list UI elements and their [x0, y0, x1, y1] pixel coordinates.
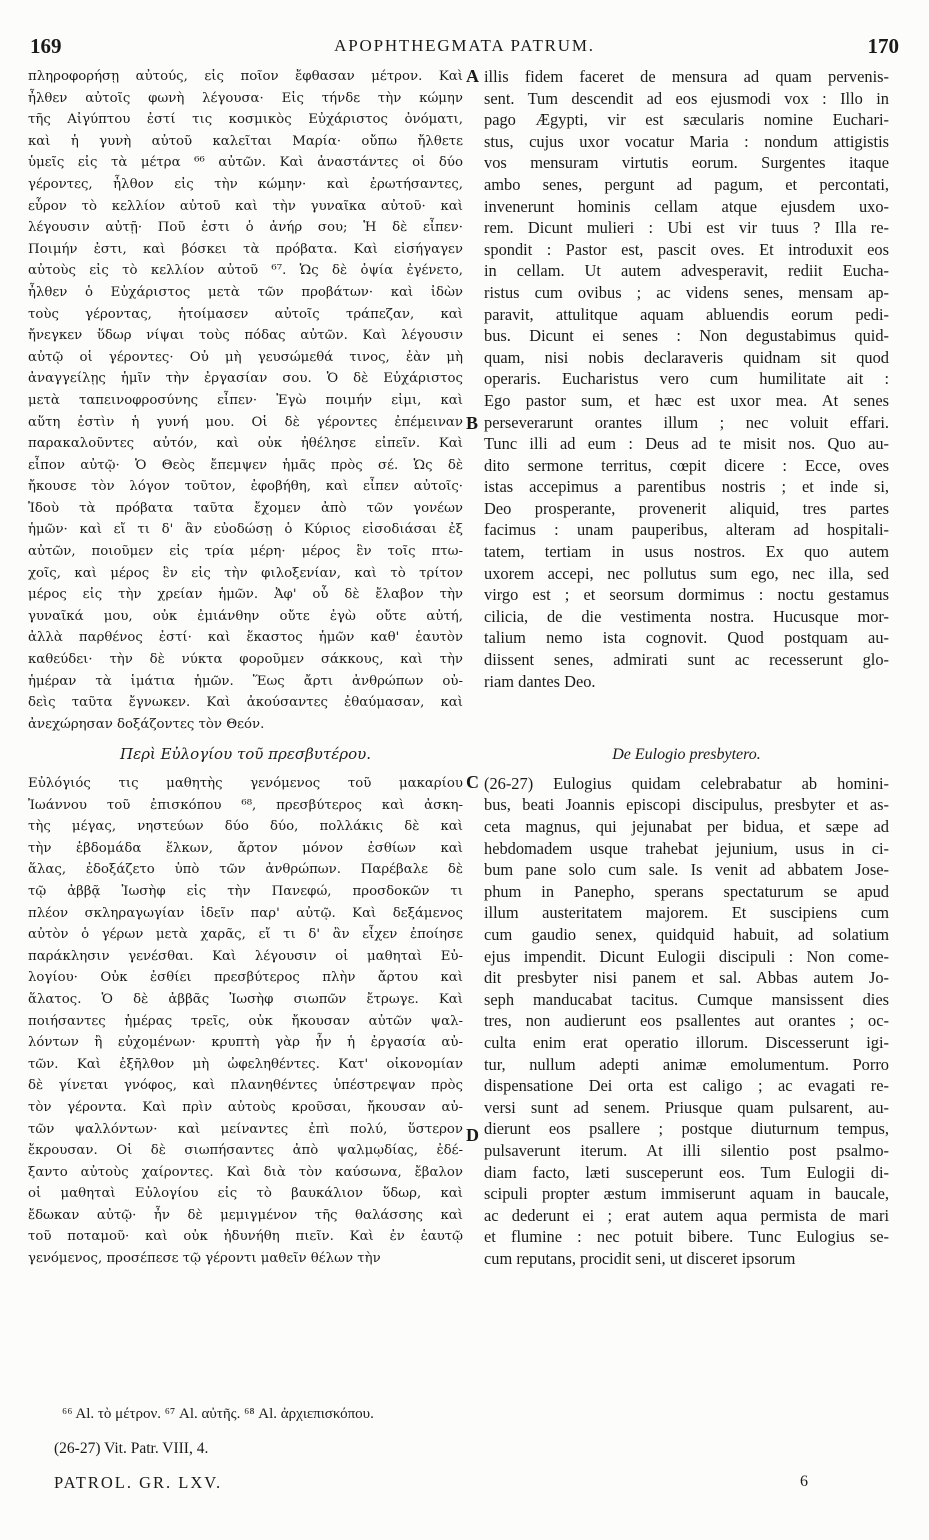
text-line: invenerunt hominis cellam atque ejusdem uxo-	[484, 196, 889, 216]
text-line: cum reputans, procidit seni, ut disceret ipsorum	[484, 1248, 796, 1268]
text-line: ἦλθεν αὐτοῖς φωνὴ λέγουσα· Εἰς τήνδε τὴν κώμην	[28, 90, 463, 106]
text-line: tatem, tertiam in usus nostros. Ex quo autem	[484, 542, 889, 562]
text-line: χοῖς, καὶ μέρος ἓν εἰς τὴν φιλοξενίαν, καὶ τὸ τρίτον	[28, 565, 463, 581]
margin-marker-a: A	[466, 66, 479, 86]
text-line: illum austeritatem majorem. Et suscipiens cum	[484, 903, 889, 923]
text-line: ambo senes, pergunt ad pagum, et percontati,	[484, 174, 889, 194]
section-heading: De Eulogio presbytero.	[612, 746, 761, 764]
text-line: Ego pastor sum, et hæc est uxor mea. At senes	[484, 390, 889, 410]
text-line: tur, nullum adepti animæ emolumentum. Porro	[484, 1054, 889, 1074]
text-line: bus. Dicunt ei senes : Non degustabimus quid-	[484, 326, 889, 346]
text-line: τῷ ἀββᾷ Ἰωσὴφ εἰς τὴν Πανεφώ, προσδοκῶν τι	[28, 883, 463, 899]
text-line: talium nemo ista cognovit. Quod postquam au-	[484, 628, 889, 648]
text-line: istas accepimus a parentibus nostris ; et inde si,	[484, 477, 889, 497]
text-line: dit presbyter nisi panem et sal. Abbas autem Jo-	[484, 968, 889, 988]
text-line: uxorem accepi, nec pollutus sum ego, nec illa, sed	[484, 563, 889, 583]
patrologia-volume: PATROL. GR. LXV.	[54, 1473, 223, 1492]
text-line: ἀνεχώρησαν δοξάζοντες τὸν Θεόν.	[28, 716, 265, 732]
text-line: πλέον σκληραγωγίαν ἰδεῖν παρ' αὐτῷ. Καὶ δεξάμενος	[28, 905, 463, 921]
text-line: τοῦ ποταμοῦ· καὶ οὐκ ἠδυνήθη πιεῖν. Καὶ ἐν ἑαυτῷ	[28, 1229, 463, 1245]
text-line: et flumine : nec potuit bibere. Tunc Eulogius se-	[484, 1227, 889, 1247]
text-line: τῶν ψαλλόντων· καὶ μείναντες ἐπὶ πολύ, ὕστερον	[28, 1121, 463, 1137]
text-line: λέγουσιν αὐτῇ· Ποῦ ἐστι ὁ ἀνήρ σου; Ἡ δὲ εἶπεν·	[28, 220, 463, 236]
printer-signature: 6	[800, 1473, 808, 1490]
text-line: καὶ ἡ γυνὴ αὐτοῦ καλεῖται Μαρία· οὔπω ἤλθετε	[28, 133, 463, 149]
text-line: ξαντο αὐτοὺς χαίροντες. Καὶ διὰ τὸν καύσωνα, ἔβαλον	[28, 1164, 463, 1180]
text-line: ἡμῶν· καὶ εἴ τι δ' ἂν εὐοδώσῃ ὁ Κύριος εἰσοδιάσαι ἐξ	[28, 522, 463, 538]
text-line: εὗρον τὸ κελλίον αὐτοῦ καὶ τὴν γυναῖκα αὐτοῦ· καὶ	[28, 198, 463, 214]
page-header	[30, 34, 899, 60]
text-line: cilicia, de die vestimenta nostra. Hucusque mor-	[484, 606, 889, 626]
text-line: τὸν γέροντα. Καὶ πρὶν αὐτοὺς κροῦσαι, ἤκουσαν αὐ-	[28, 1099, 463, 1115]
text-line: cum gaudio senex, quidquid habuit, ad solatium	[484, 924, 889, 944]
text-line: Deo prosperante, provenerit aliquid, tres partes	[484, 498, 889, 518]
text-line: Εὐλόγιός τις μαθητὴς γενόμενος τοῦ μακαρίου	[28, 776, 463, 791]
text-line: facimus : unam pauperibus, alteram ad hospitali-	[484, 520, 889, 540]
text-line: τῶν. Καὶ ἐξῆλθον μὴ ὠφεληθέντες. Κατ' οἰκονομίαν	[28, 1056, 463, 1072]
text-line: γέροντες, ἦλθον εἰς τὴν κώμην· καὶ ἐρωτήσαντες,	[28, 176, 463, 192]
text-line: Tunc illi ad eum : Deus ad te misit nos. Quo au-	[484, 434, 889, 454]
text-line: ἡμέραν τὰ ἱμάτια ἡμῶν. Ἕως ἄρτι ἀνθρώπων οὐ-	[28, 673, 463, 689]
text-line: dito sermone territus, cœpit dicere : Ecce, oves	[484, 455, 889, 475]
text-line: εἶπον αὐτῷ· Ὁ Θεὸς ἔπεμψεν ἡμᾶς πρὸς σέ. Ὡς δὲ	[28, 457, 463, 473]
greek-column	[28, 66, 463, 1270]
text-line: versi sunt ad senem. Priusque quam pulsarent, au-	[484, 1097, 889, 1117]
text-line: bus, beati Joannis episcopi discipulus, presbyter et as-	[484, 795, 889, 815]
text-line: ceta magnus, qui jejunabat per bidua, et sæpe ad	[484, 817, 889, 836]
text-line: perseverarunt orantes illum ; nec voluit effari.	[484, 412, 889, 432]
column-gap	[484, 692, 889, 735]
text-line: τὴς μέγας, νηστεύων δύο δύο, πολλάκις δὲ καὶ	[28, 819, 463, 835]
text-line: αὐτῶν, ποιοῦμεν εἰς τρία μέρη· μέρος ἓν τοῖς πτω-	[28, 544, 463, 560]
source-note: (26-27) Vit. Patr. VIII, 4.	[54, 1440, 209, 1457]
text-line: ἤνεγκεν ὕδωρ νίψαι τοὺς πόδας αὐτῶν. Καὶ λέγουσιν	[28, 328, 463, 344]
text-line: in cellam. Ut autem advesperavit, rediit Eucha-	[484, 261, 889, 281]
text-line: dispensatione Dei orta est caligo ; ac evagati re-	[484, 1076, 889, 1096]
text-line: virgo est ; et seorsum dormimus : noctu gestamus	[484, 585, 889, 605]
text-line: diissent senes, admirati sunt ac recesserunt glo-	[484, 650, 889, 670]
page-number-right: 170	[867, 34, 899, 58]
text-line: γυναῖκά μου, οὐκ ἐμιάνθην οὔτε ἐγὼ οὔτε αὐτή,	[28, 608, 463, 624]
text-line: pago Ægypti, vir est sæcularis nomine Euchari-	[484, 110, 889, 130]
margin-marker-d: D	[466, 1125, 479, 1145]
text-line: τοὺς γέροντας, ἡτοίμασεν αὐτοῖς τράπεζαν, καὶ	[28, 306, 463, 322]
text-line: scipuli propter æstum immiserunt aquam in baucale,	[484, 1184, 889, 1204]
text-line: αὕτη ἐστὶν ἡ γυνή μου. Οἱ δὲ γέροντες ἐπέμειναν	[28, 414, 463, 430]
text-line: riam dantes Deo.	[484, 671, 596, 691]
text-line: stus, cujus uxor vocatur Maria : nondum attigistis	[484, 131, 889, 151]
page-number-left: 169	[30, 34, 62, 58]
text-line: ὑμεῖς εἰς τὰ μέτρα ⁶⁶ αὐτῶν. Καὶ ἀναστάντες οἱ δύο	[28, 155, 463, 171]
text-line: καθεύδει· τὴν δὲ νύκτα φοροῦμεν σάκκους, καὶ τὴν	[28, 652, 463, 668]
text-line: tres, non audierunt eos psallentes aut orantes ; oc-	[484, 1011, 889, 1031]
text-line: diam facto, læti susceperunt eos. Tum Eulogii di-	[484, 1162, 889, 1182]
text-line: spondit : Pastor est, pascit oves. Et introduxit eos	[484, 239, 889, 259]
text-line: Ἰδοὺ τὰ πρόβατα ταῦτα ἔχομεν ἀπὸ τῶν γονέων	[28, 500, 463, 516]
text-line: ἦλθεν ὁ Εὐχάριστος μετὰ τῶν προβάτων· καὶ ἰδὼν	[28, 284, 463, 300]
text-line: δεὶς ταῦτα ἔγνωκεν. Καὶ ἀκούσαντες ἐθαύμασαν, καὶ	[28, 695, 463, 711]
text-line: ἔδωκαν αὐτῷ· ἦν δὲ μεμιγμένον τῆς θαλάσσης καὶ	[28, 1207, 463, 1223]
section-heading: Περὶ Εὐλογίου τοῦ πρεσβυτέρου.	[119, 745, 372, 764]
text-line: ἤκουσε τὸν λόγον τοῦτον, ἐφοβήθη, καὶ εἶπεν αὐτοῖς·	[28, 479, 463, 495]
text-line: δὲ γίνεται γνόφος, καὶ πλανηθέντες ὑπέστρεψαν πρὸς	[28, 1078, 463, 1094]
text-line: hebdomadem usque trahebat jejunium, usus in ci-	[484, 838, 889, 858]
text-line: παράκλησιν γενέσθαι. Καὶ λέγουσιν οἱ μαθηταὶ Εὐ-	[28, 948, 463, 964]
footnotes: ⁶⁶ Al. τὸ μέτρον. ⁶⁷ Al. αὐτῆς. ⁶⁸ Al. ἀρχιεπισκόπου.	[62, 1406, 374, 1422]
text-line: ἀλλὰ παρθένος ἐστί· καὶ ἕκαστος ἡμῶν καθ' ἑαυτὸν	[28, 630, 463, 646]
text-line: λογίου· Οὐκ ἐσθίει πρεσβύτερος πλὴν ἄρτου καὶ	[28, 970, 463, 986]
text-line: μετὰ ταπεινοφροσύνης εἶπεν· Ἐγὼ ποιμήν εἰμι, καὶ	[28, 392, 463, 408]
text-line: ἅλατος. Ὁ δὲ ἀββᾶς Ἰωσὴφ σιωπῶν ἔτρωγε. Καὶ	[28, 991, 463, 1007]
text-line: παρακαλοῦντες αὐτόν, καὶ οὐκ ἠθέλησε εἰπεῖν. Καὶ	[28, 436, 463, 452]
text-line: αὐτοὺς εἰς τὸ κελλίον αὐτοῦ ⁶⁷. Ὡς δὲ ὀψία ἐγένετο,	[28, 263, 463, 279]
text-line: dierunt eos psallere ; postque diuturnum tempus,	[484, 1119, 889, 1139]
text-line: ac dederunt ei ; erat autem aqua permista de mari	[484, 1205, 889, 1225]
margin-marker-c: C	[466, 772, 479, 792]
text-line: οἱ μαθηταὶ Εὐλογίου εἰς τὸ βαυκάλιον ὕδωρ, καὶ	[28, 1186, 463, 1202]
text-line: vos mensuram virtutis eorum. Surgentes itaque	[484, 153, 889, 173]
text-line: operaris. Eucharistus vero cum humilitate ait :	[484, 369, 889, 389]
text-line: (26-27) Eulogius quidam celebrabatur ab homini-	[484, 773, 889, 793]
running-title: APOPHTHEGMATA PATRUM.	[334, 36, 595, 55]
text-line: ποιήσαντες ἡμέρας τρεῖς, οὐκ ἤκουσαν αὐτῶν ψαλ-	[28, 1013, 463, 1029]
text-line: ἀναγγείλῃς ἡμῖν τὴν ἐργασίαν σου. Ὁ δὲ Εὐχάριστος	[28, 371, 463, 387]
text-line: Ἰωάννου τοῦ ἐπισκόπου ⁶⁸, πρεσβύτερος καὶ ἀσκη-	[28, 797, 463, 813]
text-line: illis fidem faceret de mensura ad quam pervenis-	[484, 67, 889, 86]
text-line: λόντων ἢ εὐχομένων· κρυπτὴ γὰρ ἦν ἡ ἐργασία αὐ-	[28, 1035, 463, 1051]
text-line: seph manducabat tacitus. Cumque mansissent dies	[484, 989, 889, 1009]
text-line: quam, nisi nobis declaraveris quidnam sit quod	[484, 347, 889, 367]
text-line: bum pane solo cum sale. Is venit ad abbatem Jose-	[484, 860, 889, 880]
latin-column	[484, 66, 889, 1269]
text-line: αὐτῷ οἱ γέροντες· Οὐ μὴ γευσώμεθά τινος, ἐὰν μὴ	[28, 349, 463, 365]
text-line: pulsaverunt iterum. At illi silentio post psalmo-	[484, 1140, 889, 1160]
text-line: ἔκρουσαν. Οἱ δὲ σιωπήσαντες ἀπὸ ψαλμῳδίας, ἐδέ-	[28, 1143, 463, 1159]
text-line: paravit, attulitque aquam abluendis eorum pedi-	[484, 304, 889, 324]
text-line: ejus impendit. Dicunt Eulogii discipuli : Non come-	[484, 946, 889, 966]
text-line: γενόμενος, προσέπεσε τῷ γέροντι μαθεῖν θέλων τὴν	[28, 1251, 381, 1267]
text-line: ristus cum ovibus ; ac videns senes, mensam ap-	[484, 282, 889, 302]
text-line: culta enim erat operatio illorum. Discesserunt igi-	[484, 1032, 889, 1052]
text-line: sent. Tum descendit ad eos ejusmodi vox : Illo in	[484, 88, 889, 108]
text-line: τὴν ἑβδομάδα ἕλκων, ἄρτον μόνον ἐσθίων καὶ	[28, 840, 463, 856]
text-line: rem. Dicunt mulieri : Ubi est vir tuus ? Illa re-	[484, 218, 889, 238]
margin-marker-b: B	[466, 413, 479, 433]
text-line: αὐτὸν ὁ γέρων μετὰ χαρᾶς, εἴ τι δ' ἂν εἶχεν ἐποίησε	[28, 927, 463, 943]
text-line: τῆς Αἰγύπτου ἐστί τις κοσμικὸς Εὐχάριστος ὀνόματι,	[28, 112, 463, 128]
text-line: phum in Panepho, sperans spectaturum se apud	[484, 881, 889, 901]
text-line: μέρος εἰς τὴν χρείαν ἡμῶν. Ἀφ' οὗ δὲ ἔλαβον τὴν	[28, 587, 463, 603]
text-line: ἅλας, ἐδοξάζετο ὑπὸ τῶν ἀνθρώπων. Παρέβαλε δὲ	[28, 862, 463, 878]
text-line: πληροφορήσῃ αὐτούς, εἰς ποῖον ἔφθασαν μέτρον. Καὶ	[28, 69, 463, 84]
text-line: Ποιμήν ἐστι, καὶ βόσκει τὰ πρόβατα. Καὶ εἰσήγαγεν	[28, 241, 463, 257]
